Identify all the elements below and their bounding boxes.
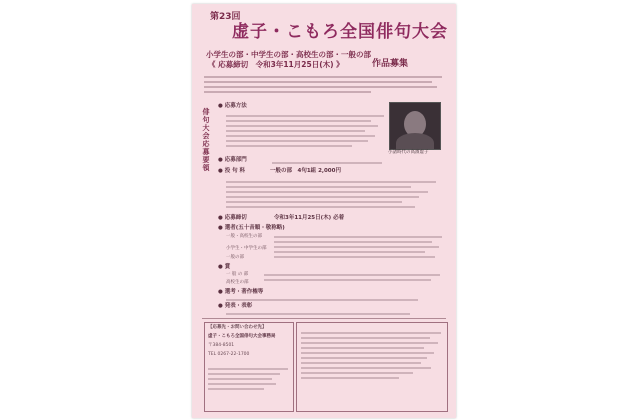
divider xyxy=(202,318,446,319)
notice-text xyxy=(226,296,426,301)
recruit-label: 作品募集 xyxy=(372,59,409,69)
contact-title: 【応募先・お問い合わせ先】 xyxy=(208,325,267,330)
contact-org: 虚子・こもろ全国俳句大会事務局 xyxy=(208,334,276,339)
close-detail: 令和3年11月25日(木) 必着 xyxy=(274,215,345,221)
deadline-notice: 《 応募締切 令和3年11月25日(木) 》 xyxy=(208,60,344,69)
judge-general-label: 一般・高校生の部 xyxy=(226,234,262,239)
side-heading: 俳句大会応募要領 xyxy=(202,108,210,172)
prize-student-label: 高校生の部 xyxy=(226,280,249,285)
entry-form-box xyxy=(296,322,448,412)
contact-address: 〒384-8501 xyxy=(208,343,235,348)
page-title: 虚子・こもろ全国俳句大会 xyxy=(232,22,448,42)
judge-junior-label: 小学生・中学生の部 xyxy=(226,246,267,251)
judge-general-2-label: 一般の部 xyxy=(226,255,244,260)
edition-label: 第23回 xyxy=(210,12,241,22)
venue-text xyxy=(272,159,382,164)
announce-text xyxy=(226,310,426,315)
section-venue: ● 応募部門 xyxy=(218,157,247,163)
section-announce: ● 発表・表彰 xyxy=(218,303,253,309)
intro-text xyxy=(204,76,442,96)
division-list: 小学生の部・中学生の部・高校生の部・一般の部 xyxy=(206,50,371,59)
prize-list xyxy=(264,271,440,281)
fee-detail: 一般の部 4句1組 2,000円 xyxy=(270,168,341,174)
fee-text xyxy=(226,178,436,208)
portrait-photo xyxy=(389,102,441,150)
section-fee: ● 投 句 料 xyxy=(218,168,246,174)
contact-box xyxy=(204,322,294,412)
contact-more-text xyxy=(208,365,288,390)
flyer-page xyxy=(192,4,456,418)
method-text xyxy=(226,112,384,147)
section-method: ● 応募方法 xyxy=(218,103,247,109)
section-prize: ● 賞 xyxy=(218,264,231,270)
prize-general-label: 一 般 の 部 xyxy=(226,272,249,277)
section-judges: ● 選者(五十音順・敬称略) xyxy=(218,225,285,231)
section-notice: ● 選考・著作権等 xyxy=(218,289,264,295)
judges-list xyxy=(274,233,442,258)
section-close: ● 応募締切 xyxy=(218,215,247,221)
entry-form-text xyxy=(301,329,441,379)
photo-caption: 小諸時代の高濱虚子 xyxy=(388,150,429,155)
contact-tel: TEL 0267-22-1700 xyxy=(208,352,250,357)
